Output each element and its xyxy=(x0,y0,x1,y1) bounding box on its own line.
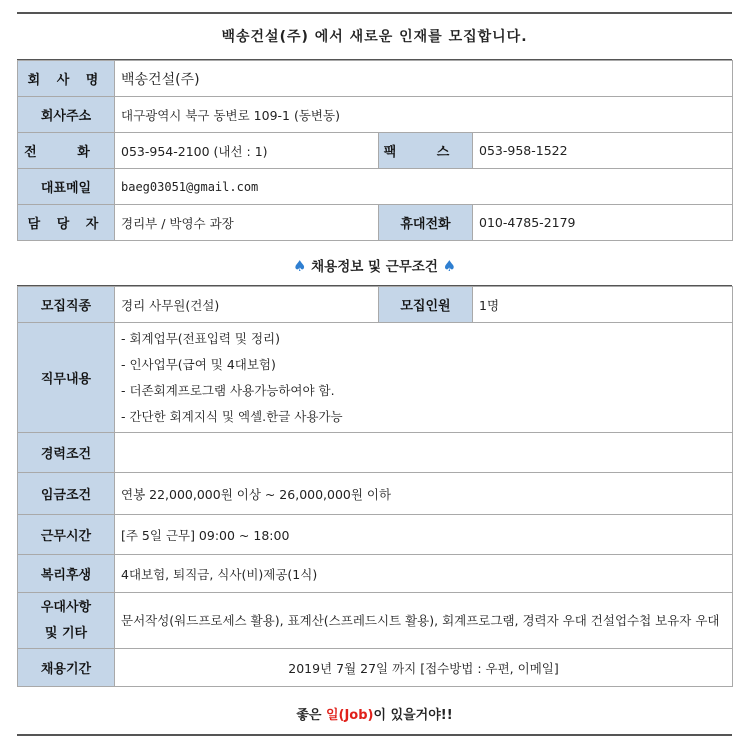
email-value: baeg03051@gmail.com xyxy=(115,169,733,205)
top-rule xyxy=(17,12,732,14)
hours-row xyxy=(18,515,733,555)
phone-value: 053-954-2100 (내선 : 1) xyxy=(115,133,379,169)
job-value: 경리 사무원(건설) xyxy=(115,287,379,323)
mobile-value: 010-4785-2179 xyxy=(473,205,733,241)
address-label: 회사주소 xyxy=(18,97,115,133)
period-row xyxy=(18,649,733,687)
salary-row xyxy=(18,473,733,515)
salary-label: 임금조건 xyxy=(18,473,115,515)
contact-label: 담 당 자 xyxy=(18,205,115,241)
spade-icon: ♠ xyxy=(442,257,457,275)
recruit-info-table xyxy=(17,286,733,687)
spade-icon: ♠ xyxy=(292,257,307,275)
address-value: 대구광역시 북구 동변로 109-1 (동변동) xyxy=(115,97,733,133)
address-row xyxy=(18,97,733,133)
duty-item: - 회계업무(전표입력 및 정리) xyxy=(121,330,281,346)
email-row xyxy=(18,169,733,205)
welfare-value: 4대보험, 퇴직금, 식사(비)제공(1식) xyxy=(115,555,733,593)
job-label: 모집직종 xyxy=(18,287,115,323)
footer-prefix: 좋은 xyxy=(296,708,326,723)
preference-value: 문서작성(워드프로세스 활용), 표계산(스프레드시트 활용), 회계프로그램, 경력자 우대 건설업수첩 보유자 우대 xyxy=(115,593,733,649)
section-heading xyxy=(17,255,732,275)
preference-label-line: 및 기타 xyxy=(44,625,88,641)
salary-value: 연봉 22,000,000원 이상 ~ 26,000,000원 이하 xyxy=(115,473,733,515)
email-label: 대표메일 xyxy=(18,169,115,205)
bottom-rule xyxy=(17,734,732,736)
duties-list xyxy=(115,323,733,433)
duty-item: - 더존회계프로그램 사용가능하여야 함. xyxy=(121,382,335,398)
footer-highlight: 일(Job) xyxy=(325,708,374,723)
career-label: 경력조건 xyxy=(18,433,115,473)
fax-value: 053-958-1522 xyxy=(473,133,733,169)
phone-row xyxy=(18,133,733,169)
headcount-value: 1명 xyxy=(473,287,733,323)
contact-row xyxy=(18,205,733,241)
duty-item: - 간단한 회계지식 및 엑셀.한글 사용가능 xyxy=(121,408,343,424)
hours-value: [주 5일 근무] 09:00 ~ 18:00 xyxy=(115,515,733,555)
period-value: 2019년 7월 27일 까지 [접수방법 : 우편, 이메일] xyxy=(115,649,733,687)
company-name-row xyxy=(18,61,733,97)
career-value xyxy=(115,433,733,473)
footer-slogan xyxy=(17,704,732,723)
welfare-label: 복리후생 xyxy=(18,555,115,593)
duties-label: 직무내용 xyxy=(18,323,115,433)
contact-value: 경리부 / 박영수 과장 xyxy=(115,205,379,241)
duties-row xyxy=(18,323,733,433)
section-title: 채용정보 및 근무조건 xyxy=(311,259,438,275)
page-title: 백송건설(주) 에서 새로운 인재를 모집합니다. xyxy=(221,29,528,45)
company-name-value: 백송건설(주) xyxy=(115,61,733,97)
company-name-label: 회 사 명 xyxy=(18,61,115,97)
company-info-table xyxy=(17,60,733,241)
duty-item: - 인사업무(급여 및 4대보험) xyxy=(121,356,276,372)
phone-label: 전 화 xyxy=(18,133,115,169)
preference-label-line: 우대사항 xyxy=(40,599,92,615)
welfare-row xyxy=(18,555,733,593)
mobile-label: 휴대전화 xyxy=(379,205,473,241)
preference-label xyxy=(18,593,115,649)
headcount-label: 모집인원 xyxy=(379,287,473,323)
fax-label: 팩 스 xyxy=(379,133,473,169)
period-label: 채용기간 xyxy=(18,649,115,687)
hours-label: 근무시간 xyxy=(18,515,115,555)
job-row xyxy=(18,287,733,323)
footer-suffix: 이 있을거야!! xyxy=(373,708,453,723)
preference-row xyxy=(18,593,733,649)
career-row xyxy=(18,433,733,473)
